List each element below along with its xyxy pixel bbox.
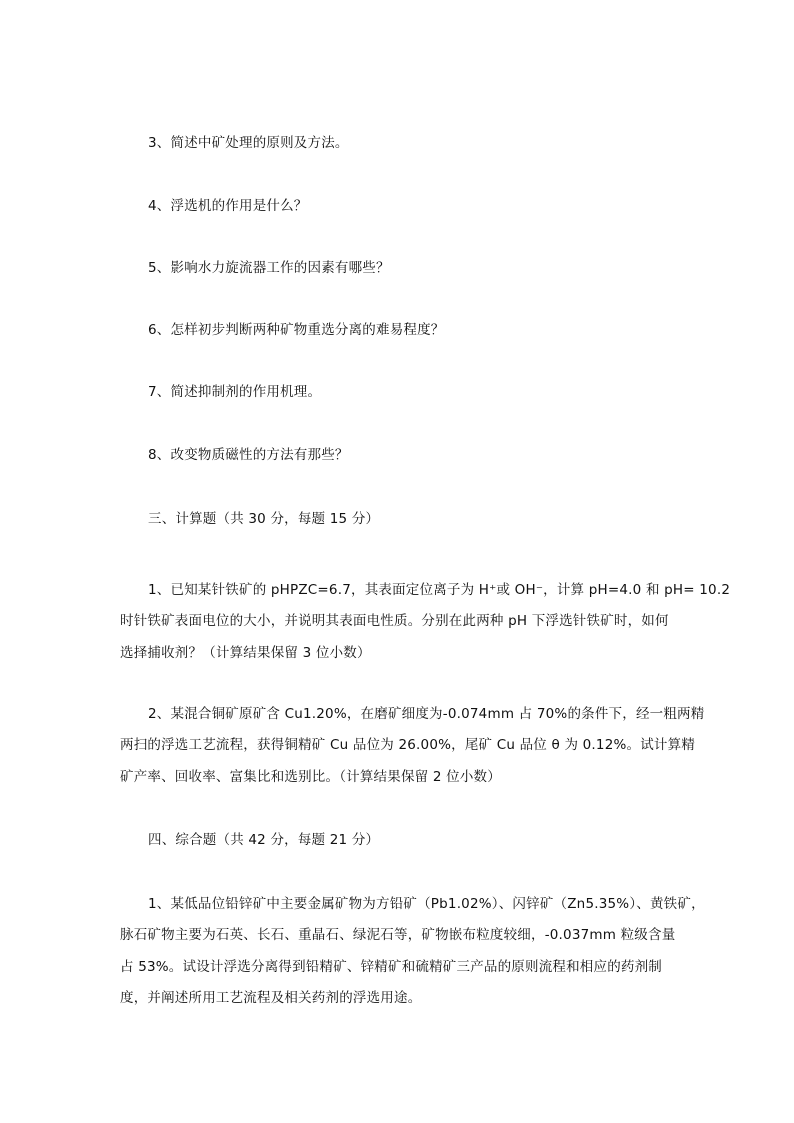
calc-q1-line-1: 1、已知某针铁矿的 pHPZC=6.7，其表面定位离子为 H⁺或 OH⁻，计算 pH=4.0 和 pH= 10.2	[148, 582, 731, 598]
question-7: 7、简述抑制剂的作用机理。	[148, 384, 322, 400]
question-6: 6、怎样初步判断两种矿物重选分离的难易程度？	[148, 322, 445, 338]
calc-q2-line-1: 2、某混合铜矿原矿含 Cu1.20%，在磨矿细度为-0.074mm 占 70%的条件下，经一粗两精	[148, 706, 705, 722]
question-3: 3、简述中矿处理的原则及方法。	[148, 135, 349, 151]
calc-q1-line-2: 时针铁矿表面电位的大小，并说明其表面电性质。分别在此两种 pH 下浮选针铁矿时，如何	[120, 613, 669, 629]
question-8: 8、改变物质磁性的方法有那些？	[148, 447, 349, 463]
section-3-heading: 三、计算题（共 30 分，每题 15 分）	[148, 511, 380, 527]
comp-q1-line-1: 1、某低品位铅锌矿中主要金属矿物为方铅矿（Pb1.02%）、闪锌矿（Zn5.35%）、黄铁矿，	[148, 896, 705, 912]
question-5: 5、影响水力旋流器工作的因素有哪些？	[148, 260, 390, 276]
calc-q2-line-2: 两扫的浮选工艺流程，获得铜精矿 Cu 品位为 26.00%，尾矿 Cu 品位 θ 为 0.12%。试计算精	[120, 737, 696, 753]
section-4-heading: 四、综合题（共 42 分，每题 21 分）	[148, 832, 380, 848]
calc-q1-line-3: 选择捕收剂？（计算结果保留 3 位小数）	[120, 645, 371, 661]
comp-q1-line-2: 脉石矿物主要为石英、长石、重晶石、绿泥石等，矿物嵌布粒度较细，-0.037mm 粒级含量	[120, 927, 676, 943]
question-4: 4、浮选机的作用是什么？	[148, 198, 308, 214]
calc-q2-line-3: 矿产率、回收率、富集比和选别比。（计算结果保留 2 位小数）	[120, 769, 501, 785]
comp-q1-line-3: 占 53%。试设计浮选分离得到铅精矿、锌精矿和硫精矿三产品的原则流程和相应的药剂制	[120, 959, 662, 975]
comp-q1-line-4: 度，并阐述所用工艺流程及相关药剂的浮选用途。	[120, 990, 422, 1006]
